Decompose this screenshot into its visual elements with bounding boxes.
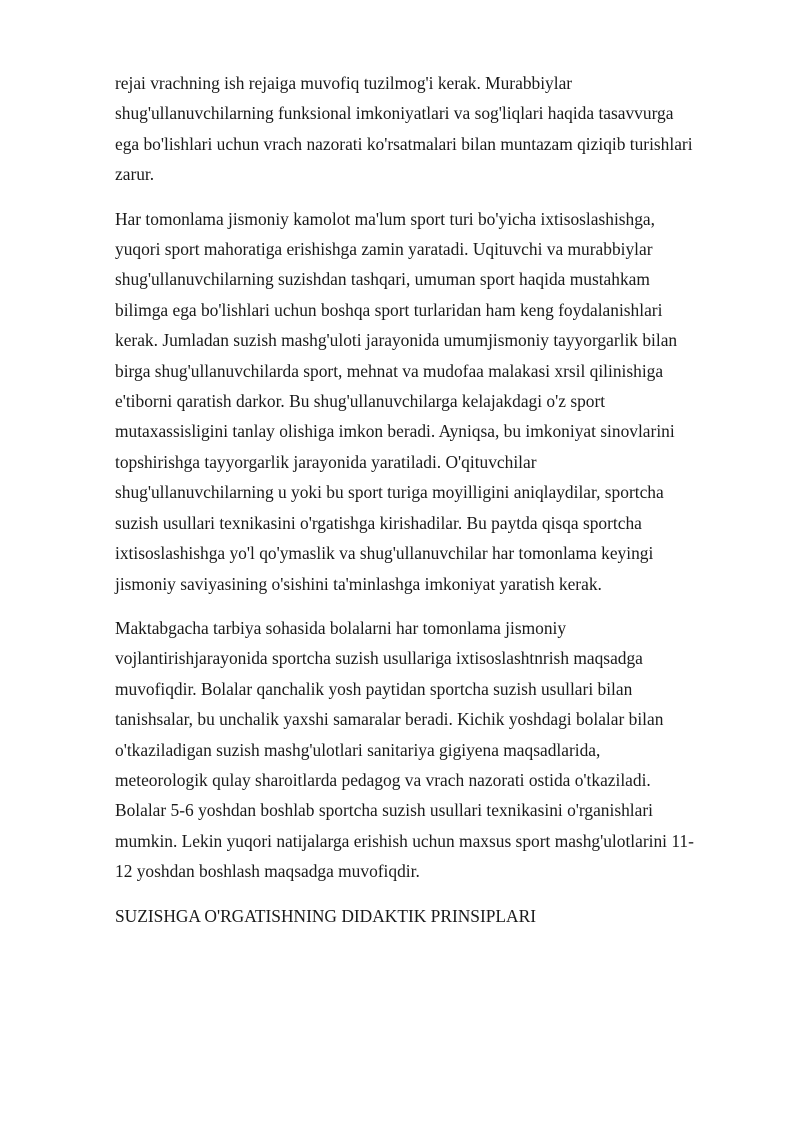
- text-line: kerak. Jumladan suzish mashg'uloti jarayonida umumjismoniy tayyorgarlik bilan: [115, 330, 678, 351]
- text-line: jismoniy saviyasining o'sishini ta'minlashga imkoniyat yaratish kerak.: [115, 573, 602, 594]
- text-line: mumkin. Lekin yuqori natijalarga erishish uchun maxsus sport mashg'ulotlarini 11-: [115, 830, 694, 851]
- paragraph-2: [115, 204, 750, 599]
- text-line: suzish usullari texnikasini o'rgatishga kirishadilar. Bu paytda qisqa sportcha: [115, 512, 642, 533]
- text-line: Maktabgacha tarbiya sohasida bolalarni har tomonlama jismoniy: [115, 617, 567, 638]
- document-body: [115, 68, 750, 931]
- text-line: rejai vrachning ish rejaiga muvofiq tuzilmog'i kerak. Murabbiylar: [115, 73, 573, 93]
- paragraph-1: [115, 68, 750, 190]
- text-line: ega bo'lishlari uchun vrach nazorati ko'rsatmalari bilan muntazam qiziqib turishlari: [115, 133, 693, 154]
- text-line: 12 yoshdan boshlash maqsadga muvofiqdir.: [115, 861, 420, 882]
- text-line: meteorologik qulay sharoitlarda pedagog va vrach nazorati ostida o'tkaziladi.: [115, 769, 651, 790]
- text-line: shug'ullanuvchilarning suzishdan tashqari, umuman sport haqida mustahkam: [115, 269, 650, 290]
- text-line: Har tomonlama jismoniy kamolot ma'lum sport turi bo'yicha ixtisoslashishga,: [115, 208, 656, 229]
- text-line: e'tiborni qaratish darkor. Bu shug'ullanuvchilarga kelajakdagi o'z sport: [115, 391, 606, 412]
- text-line: shug'ullanuvchilarning u yoki bu sport turiga moyilligini aniqlaydilar, sportcha: [115, 482, 664, 503]
- text-line: mutaxassisligini tanlay olishiga imkon beradi. Ayniqsa, bu imkoniyat sinovlarini: [115, 421, 675, 442]
- text-line: Bolalar 5-6 yoshdan boshlab sportcha suzish usullari texnikasini o'rganishlari: [115, 800, 653, 821]
- paragraph-3: [115, 613, 750, 887]
- text-line: zarur.: [115, 164, 155, 185]
- text-line: topshirishga tayyorgarlik jarayonida yaratiladi. O'qituvchilar: [115, 451, 537, 472]
- text-line: tanishsalar, bu unchalik yaxshi samaralar beradi. Kichik yoshdagi bolalar bilan: [115, 709, 664, 730]
- text-line: yuqori sport mahoratiga erishishga zamin yaratadi. Uqituvchi va murabbiylar: [115, 239, 653, 260]
- text-line: ixtisoslashishga yo'l qo'ymaslik va shug'ullanuvchilar har tomonlama keyingi: [115, 543, 654, 564]
- text-line: vojlantirishjarayonida sportcha suzish usullariga ixtisoslashtnrish maqsadga: [115, 648, 643, 669]
- text-line: shug'ullanuvchilarning funksional imkoniyatlari va sog'liqlari haqida tasavvurga: [115, 103, 674, 124]
- section-heading: SUZISHGA O'RGATISHNING DIDAKTIK PRINSIPLARI: [115, 905, 536, 926]
- text-line: birga shug'ullanuvchilarda sport, mehnat va mudofaa malakasi xrsil qilinishiga: [115, 360, 664, 381]
- text-line: muvofiqdir. Bolalar qanchalik yosh paytidan sportcha suzish usullari bilan: [115, 678, 633, 699]
- text-line: bilimga ega bo'lishlari uchun boshqa sport turlaridan ham keng foydalanishlari: [115, 299, 663, 320]
- text-line: o'tkaziladigan suzish mashg'ulotlari sanitariya gigiyena maqsadlarida,: [115, 739, 601, 760]
